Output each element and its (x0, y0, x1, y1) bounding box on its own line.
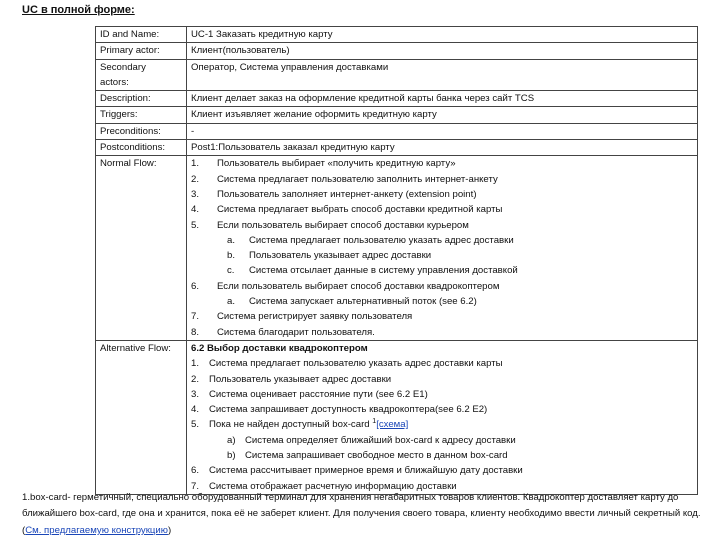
row-normal-flow (96, 156, 698, 341)
label-normal-flow: Normal Flow: (96, 156, 187, 341)
value-normal-flow (187, 156, 698, 341)
step-number: 5. (191, 219, 200, 231)
label-postconditions: Postconditions: (96, 140, 187, 156)
step-number: 1. (191, 358, 200, 370)
step-text: Система оценивает расстояние пути (see 6.2 E1) (209, 388, 428, 400)
step-text: Система рассчитывает примерное время и ближайшую дату доставки (209, 465, 523, 477)
step-text: Система благодарит пользователя. (217, 326, 375, 338)
step-number: 7. (191, 480, 200, 492)
normal-step (191, 309, 695, 324)
use-case-table (95, 26, 698, 495)
normal-step (191, 279, 695, 294)
row-postconditions (96, 140, 698, 156)
alt-step (191, 387, 695, 402)
normal-step (191, 156, 695, 171)
value-id: UC-1 Заказать кредитную карту (187, 27, 698, 43)
substep-letter: b. (227, 250, 236, 262)
step-text: Система запрашивает доступность квадрокоптера(see 6.2 E2) (209, 404, 488, 416)
substep-letter: a) (227, 434, 236, 446)
substep-letter: b) (227, 450, 236, 462)
alt-substep (191, 433, 695, 448)
substep-text: Система определяет ближайший box-card к адресу доставки (245, 434, 516, 446)
alt-step (191, 463, 695, 478)
normal-substep (191, 263, 695, 278)
footnote-marker: 1 (372, 418, 377, 426)
substep-letter: a. (227, 234, 236, 246)
substep-text: Система запрашивает свободное место в данном box-card (245, 450, 508, 462)
step-text: Система отображает расчетную информацию доставки (209, 480, 457, 492)
step-number: 4. (191, 204, 200, 216)
step-text: Если пользователь выбирает способ доставки курьером (217, 219, 469, 231)
step-text: Если пользователь выбирает способ доставки квадрокоптером (217, 280, 500, 292)
substep-text: Система отсылает данные в систему управления доставкой (249, 265, 518, 277)
normal-substep (191, 248, 695, 263)
substep-text: Система запускает альтернативный поток (see 6.2) (249, 296, 477, 308)
substep-letter: a. (227, 296, 236, 308)
normal-substep (191, 294, 695, 309)
value-preconditions: - (187, 123, 698, 139)
value-triggers: Клиент изъявляет желание оформить кредитную карту (187, 107, 698, 123)
row-alternative-flow (96, 340, 698, 494)
step-text: Пока не найден доступный box-card (209, 419, 370, 431)
value-alternative-flow (187, 340, 698, 494)
step-number: 3. (191, 188, 200, 200)
label-primary-actor: Primary actor: (96, 43, 187, 59)
step-text: Система предлагает пользователю указать адрес доставки карты (209, 358, 503, 370)
row-id (96, 27, 698, 43)
normal-step (191, 187, 695, 202)
normal-step (191, 325, 695, 340)
step-number: 5. (191, 419, 200, 431)
row-description (96, 91, 698, 107)
alt-step (191, 356, 695, 371)
normal-step (191, 202, 695, 217)
label-description: Description: (96, 91, 187, 107)
substep-text: Система предлагает пользователю указать адрес доставки (249, 234, 514, 246)
construction-link[interactable]: См. предлагаемую конструкцию (25, 524, 168, 536)
step-text: Система регистрирует заявку пользователя (217, 311, 413, 323)
step-text: Пользователь выбирает «получить кредитную карту» (217, 158, 456, 170)
normal-substep (191, 233, 695, 248)
step-number: 6. (191, 465, 200, 477)
step-number: 4. (191, 404, 200, 416)
step-number: 2. (191, 173, 200, 185)
alt-substep (191, 448, 695, 463)
footnote (22, 490, 702, 539)
value-description: Клиент делает заказ на оформление кредитной карты банка через сайт TCS (187, 91, 698, 107)
step-number: 8. (191, 326, 200, 338)
normal-step (191, 218, 695, 233)
alt-step (191, 372, 695, 387)
label-secondary-actors (96, 59, 187, 91)
value-postconditions: Post1:Пользователь заказал кредитную карту (187, 140, 698, 156)
label-preconditions: Preconditions: (96, 123, 187, 139)
scheme-link[interactable]: [схема] (376, 419, 409, 431)
step-text: Система предлагает выбрать способ доставки кредитной карты (217, 204, 503, 216)
label-triggers: Triggers: (96, 107, 187, 123)
label-alternative-flow: Alternative Flow: (96, 340, 187, 494)
alt-flow-title: 6.2 Выбор доставки квадрокоптером (191, 342, 368, 354)
label-id: ID and Name: (96, 27, 187, 43)
step-text: Система предлагает пользователю заполнить интернет-анкету (217, 173, 498, 185)
substep-letter: c. (227, 265, 235, 277)
alt-step (191, 417, 695, 432)
footnote-text: 1.box-card- герметичный, специально оборудованный терминал для хранения негабаритных товаров клиентов. Квадрокоптер доставляет карту до ближайшего box-card, где она и хранится, пока её не заберет клиент. Для получения своего товара, клиенту необходимо ввести личный секретный код. ( (22, 492, 701, 536)
page-heading: UC в полной форме: (22, 4, 135, 16)
row-preconditions (96, 123, 698, 139)
step-number: 6. (191, 280, 200, 292)
row-secondary-actors (96, 59, 698, 91)
step-number: 2. (191, 373, 200, 385)
footnote-end: ) (167, 524, 172, 536)
row-primary-actor (96, 43, 698, 59)
normal-step (191, 172, 695, 187)
step-text: Пользователь указывает адрес доставки (209, 373, 392, 385)
row-triggers (96, 107, 698, 123)
step-number: 7. (191, 311, 200, 323)
value-primary-actor: Клиент(пользователь) (187, 43, 698, 59)
value-secondary-actors: Оператор, Система управления доставками (187, 59, 698, 91)
alt-step (191, 402, 695, 417)
substep-text: Пользователь указывает адрес доставки (249, 250, 432, 262)
step-text: Пользователь заполняет интернет-анкету (extension point) (217, 188, 477, 200)
step-number: 1. (191, 158, 200, 170)
step-number: 3. (191, 388, 200, 400)
label-secondary-line2: actors: (100, 76, 129, 88)
label-secondary-line1: Secondary (100, 61, 146, 73)
